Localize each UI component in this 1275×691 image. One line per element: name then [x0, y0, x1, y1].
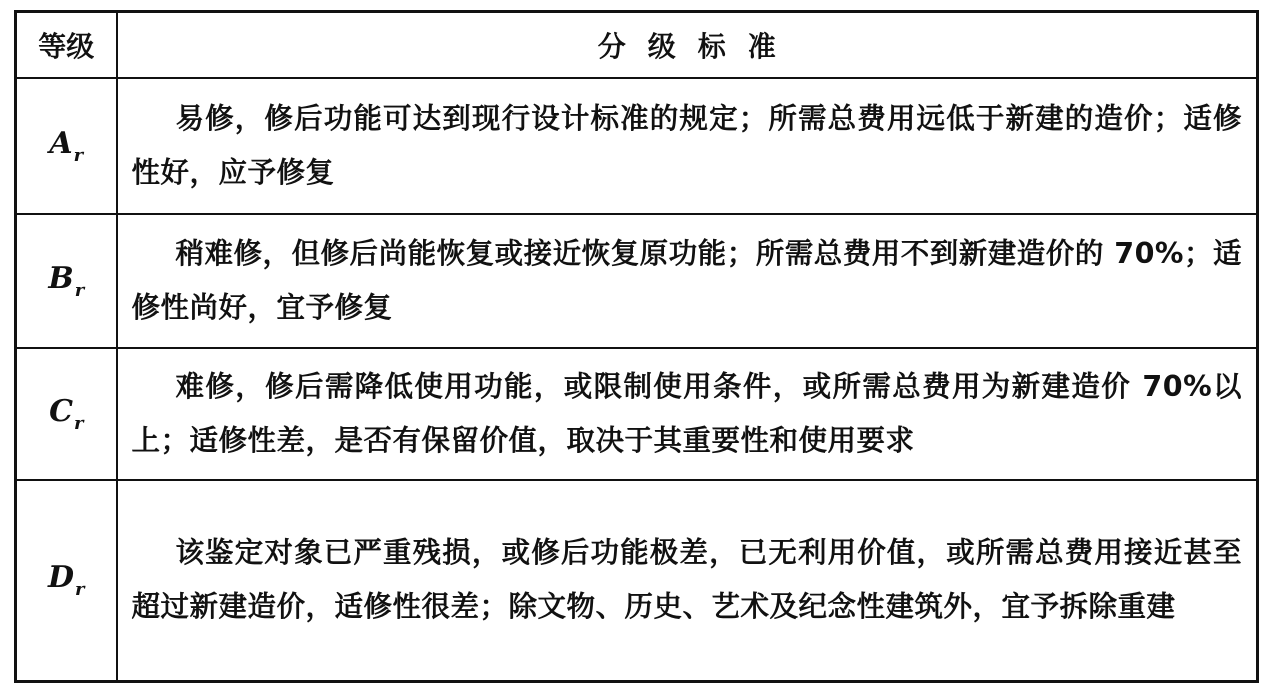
grade-letter: C — [49, 393, 73, 429]
header-row — [16, 12, 1258, 78]
grade-column-header: 等级 — [16, 12, 117, 78]
table-row — [16, 348, 1258, 480]
description-cell — [117, 348, 1258, 480]
grade-cell — [16, 348, 117, 480]
table-row — [16, 78, 1258, 214]
grade-cell — [16, 214, 117, 348]
grade-subscript: r — [74, 279, 85, 301]
description-text: 稍难修，但修后尚能恢复或接近恢复原功能；所需总费用不到新建造价的 70%；适修性尚好，宜予修复 — [131, 236, 1242, 324]
description-cell — [117, 78, 1258, 214]
grade-subscript: r — [73, 144, 84, 166]
grading-table — [14, 10, 1259, 683]
description-cell — [117, 480, 1258, 682]
description-text: 该鉴定对象已严重残损，或修后功能极差，已无利用价值，或所需总费用接近甚至超过新建造价，适修性很差；除文物、历史、艺术及纪念性建筑外，宜予拆除重建 — [131, 536, 1242, 624]
grade-subscript: r — [73, 412, 84, 434]
criteria-column-header: 分级标准 — [117, 12, 1258, 78]
description-text: 难修，修后需降低使用功能，或限制使用条件，或所需总费用为新建造价 70%以上；适修性差，是否有保留价值，取决于其重要性和使用要求 — [131, 369, 1242, 457]
table-row — [16, 480, 1258, 682]
grade-letter: D — [48, 560, 75, 596]
grade-letter: A — [49, 125, 73, 161]
description-cell — [117, 214, 1258, 348]
grade-cell — [16, 480, 117, 682]
grade-subscript: r — [75, 579, 85, 601]
description-text: 易修，修后功能可达到现行设计标准的规定；所需总费用远低于新建的造价；适修性好，应予修复 — [131, 101, 1242, 189]
table-row — [16, 214, 1258, 348]
grade-cell — [16, 78, 117, 214]
grade-letter: B — [48, 260, 74, 296]
